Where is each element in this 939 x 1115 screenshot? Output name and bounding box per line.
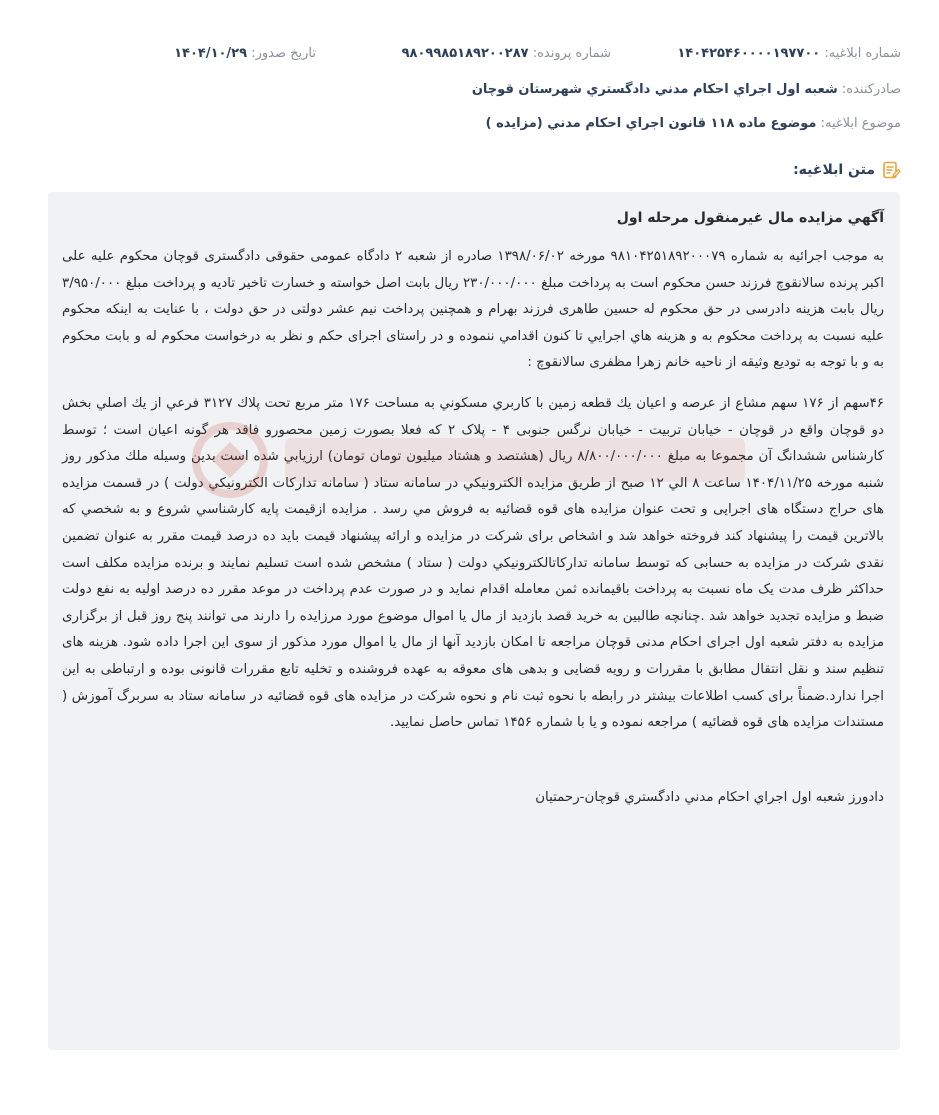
notice-signature: دادورز شعبه اول اجراي احكام مدني دادگستري قوچان-رحمتيان (535, 789, 884, 805)
file-number-label: شماره پرونده: (532, 46, 611, 61)
notice-number-value: ۱۴۰۴۲۵۴۶۰۰۰۰۱۹۷۷۰۰ (677, 46, 821, 61)
notice-paragraph-2: ۴۶سهم از ۱۷۶ سهم مشاع از عرصه و اعيان يك قطعه زمين با كاربري مسكوني به مساحت ۱۷۶ متر مربع تحت پلاك ۳۱۲۷ فرعي از يك اصلي بخش دو قوچان واقع در قوچان - خیابان تربیت - خیابان نرگس جنوبی ۴ - پلاک ۲ که فعلا بصورت زمین محصورو فاقد هر گونه اعیان است ؛ توسط کارشناس ششدانگ آن مجموعا به مبلغ ۸/۸۰۰/۰۰۰/۰۰۰ ریال (هشتصد و هشتاد میلیون تومان تومان) ارزيابي شده است بدين وسيله ملك مذكور روز شنبه مورخه ۱۴۰۴/۱۱/۲۵ ساعت ۸ الي ۱۲ صبح از طريق مزايده الكترونيكي در سامانه ستاد ( سامانه تداركات الكترونيكي دولت ) در قسمت مزایده های حراج دستگاه های اجرایی و تحت عنوان مزایده های قوه قضائیه به فروش مي رسد . مزايده ازقيمت پايه كارشناسي شروع و به شخصي كه بالاترين قيمت را پيشنهاد كند فروخته خواهد شد و اشخاص برای شرکت در مزایده و ارائه پیشنهاد قیمت باید ده درصد قیمت مقرر به عنوان تضمین نقدی شرکت در مزایده به حسابی که توسط سامانه تداركاتالكترونيكي دولت ( ستاد ) مشخص شده است تسلیم نمایند و برنده مزایده مکلف است حداکثر ظرف مدت یک ماه نسبت به پرداخت باقیمانده ثمن معامله اقدام نماید و در صورت عدم پرداخت در موعد مقرر ده درصد اولیه به نفع دولت ضبط و مزایده تجدید خواهد شد .چنانچه طالبین به خرید قصد بازدید از مال یا اموال موضوع مورد مرزایده را دارند می توانند پنج روز قبل از برگزاری مزایده به دفتر شعبه اول اجرای احکام مدنی قوچان مراجعه تا امکان بازدید آنها از مال یا اموال مورد مذکور از سوی این اجرا داده شود. هزینه های تنظیم سند و نقل انتقال مطابق با مقررات و رویه قضایی و بدهی های معوقه به عهده فروشنده و تخلیه تابع مقررات قانونی بوده و ارتباطی به این اجرا ندارد.ضمناً برای کسب اطلاعات بیشتر در رابطه با نحوه ثبت نام و نحوه شرکت در مزایده های قوه قضائیه در سامانه ستاد به سربرگ آموزش ( مستندات مزایده های قوه قضائیه ) مراجعه نموده و یا با شماره ۱۴۵۶ تماس حاصل نمایید. (62, 395, 885, 731)
notice-body-card (48, 192, 900, 1050)
file-number (402, 44, 611, 64)
issuer-label: صادرکننده: (841, 82, 901, 97)
issue-date-value: ۱۴۰۴/۱۰/۲۹ (174, 46, 248, 61)
notice-number (677, 44, 901, 64)
subject-value: موضوع ماده ۱۱۸ قانون اجراي احكام مدني (مزايده ) (485, 116, 817, 131)
file-number-value: ۹۸۰۹۹۸۵۱۸۹۲۰۰۲۸۷ (401, 46, 529, 61)
subject-row (486, 114, 901, 134)
notice-number-label: شماره ابلاغیه: (824, 46, 901, 61)
notice-text-heading (793, 160, 901, 180)
notice-text-title: متن ابلاغیه: (793, 162, 875, 178)
issuer-row (472, 80, 901, 100)
issue-date (174, 44, 316, 64)
notice-body (62, 206, 884, 825)
document-edit-icon (881, 160, 901, 180)
subject-label: موضوع ابلاغیه: (820, 116, 901, 131)
auction-title: آگهي مزايده مال غيرمنقول مرحله اول (616, 210, 884, 226)
notice-paragraph-1: به موجب اجرائيه به شماره ۹۸۱۰۴۲۵۱۸۹۲۰۰۰۷۹ مورخه ۱۳۹۸/۰۶/۰۲ صادره از شعبه ۲ دادگاه عمومی حقوقی دادگستری قوچان محکوم علیه علی اکبر پرنده سالانقوچ فرزند حسن محکوم است به پرداخت مبلغ ۲۳۰/۰۰۰/۰۰۰ ریال بابت اصل خواسته و خسارت تاخیر تادیه و پرداخت مبلغ ۳/۹۵۰/۰۰۰ ریال بابت هزینه دادرسی در حق محکوم له حسین طاهری فرزند بهرام و همچنین پرداخت نیم عشر دولتی در حق دولت ، با عنایت به اینکه محکوم علیه نسبت به پرداخت محکوم به و هزینه هاي اجرايي تا كنون اقدامي ننموده و در راستای اجرای حکم و نظر به درخواست محکوم له و بابت محکوم به و با توجه به تودیع وثیقه از ناحیه خانم زهرا مظفری سالانقوچ : (62, 249, 884, 371)
issuer-value: شعبه اول اجراي احكام مدني دادگستري شهرستان قوچان (471, 82, 838, 97)
issue-date-label: تاریخ صدور: (251, 46, 316, 61)
